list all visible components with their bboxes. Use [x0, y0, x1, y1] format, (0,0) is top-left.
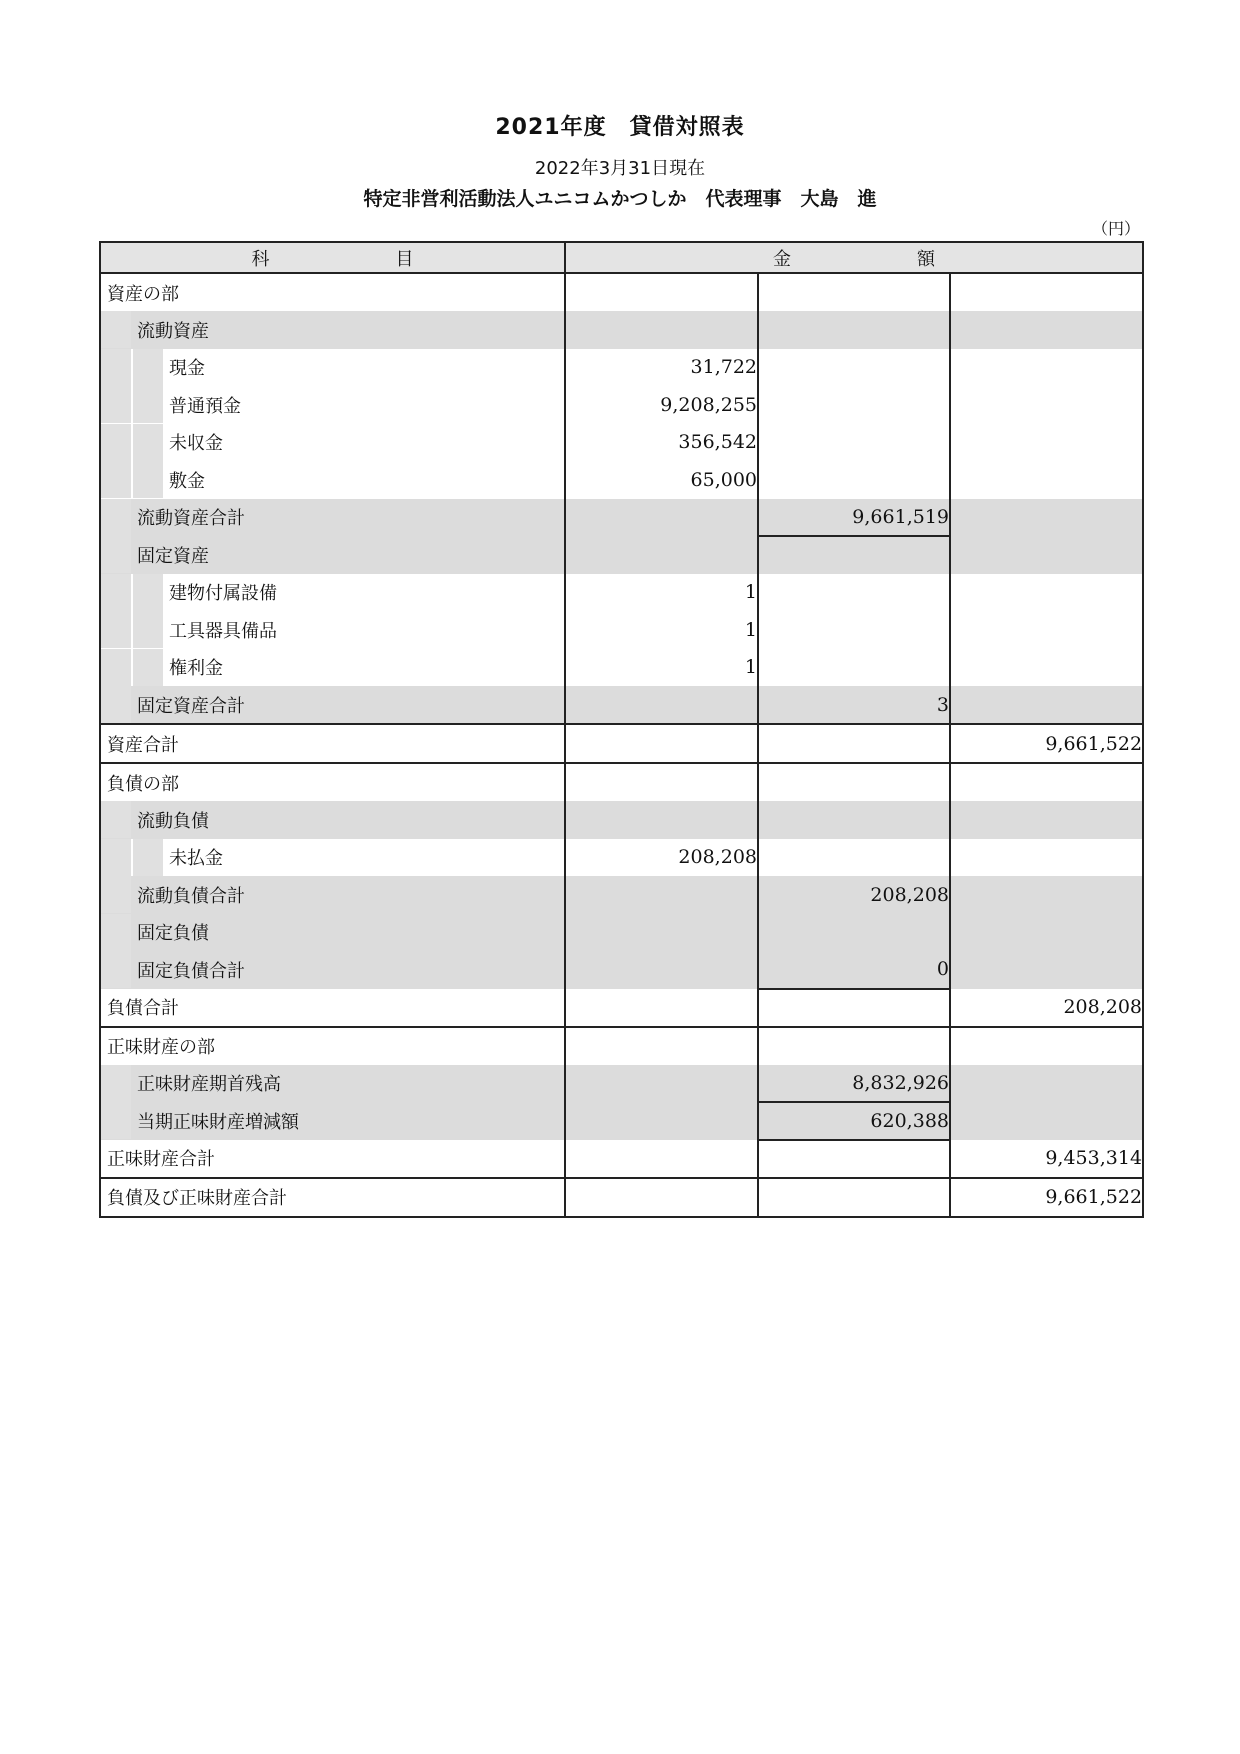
amount-col2 — [758, 1027, 950, 1065]
row-label: 固定資産 — [137, 545, 209, 567]
amount-col2 — [758, 839, 950, 877]
amount-col3 — [950, 386, 1143, 424]
amount-col1 — [565, 989, 758, 1027]
amount-col1: 9,208,255 — [565, 386, 758, 424]
organization-name: 特定非営利活動法人ユニコムかつしか 代表理事 大島 進 — [363, 188, 877, 210]
amount-col3 — [950, 611, 1143, 649]
table-row — [100, 724, 1143, 763]
amount-col3: 9,453,314 — [950, 1140, 1143, 1178]
table-row — [100, 649, 1143, 687]
row-subject — [100, 1065, 565, 1103]
amount-col3 — [950, 311, 1143, 349]
amount-col2: 9,661,519 — [758, 499, 950, 537]
amount-col1 — [565, 914, 758, 952]
amount-col3 — [950, 686, 1143, 724]
amount-col3 — [950, 536, 1143, 574]
amount-col1: 1 — [565, 611, 758, 649]
row-label: 資産の部 — [107, 283, 179, 305]
amount-col2 — [758, 461, 950, 499]
row-subject — [100, 536, 565, 574]
row-label: 流動負債合計 — [137, 885, 245, 907]
row-label: 正味財産期首残高 — [137, 1074, 281, 1096]
table-row — [100, 951, 1143, 989]
amount-col2 — [758, 611, 950, 649]
amount-col3: 208,208 — [950, 989, 1143, 1027]
amount-col3 — [950, 876, 1143, 914]
amount-col2 — [758, 574, 950, 612]
amount-col2 — [758, 649, 950, 687]
row-subject — [100, 839, 565, 877]
amount-col1 — [565, 724, 758, 763]
row-subject — [100, 574, 565, 612]
row-subject — [100, 461, 565, 499]
amount-col3 — [950, 801, 1143, 839]
amount-col2: 208,208 — [758, 876, 950, 914]
row-label: 正味財産の部 — [107, 1037, 215, 1058]
amount-col3 — [950, 574, 1143, 612]
amount-col1 — [565, 499, 758, 537]
amount-col2 — [758, 1178, 950, 1217]
amount-col2 — [758, 989, 950, 1027]
amount-col2 — [758, 386, 950, 424]
amount-col2 — [758, 763, 950, 801]
amount-col1 — [565, 686, 758, 724]
amount-col3 — [950, 914, 1143, 952]
row-subject — [100, 763, 565, 801]
row-label: 権利金 — [169, 658, 223, 680]
table-row — [100, 273, 1143, 311]
amount-col2 — [758, 424, 950, 462]
row-subject — [100, 876, 565, 914]
amount-col1 — [565, 763, 758, 801]
amount-col3 — [950, 461, 1143, 499]
table-row — [100, 876, 1143, 914]
table-row — [100, 686, 1143, 724]
table-row — [100, 536, 1143, 574]
amount-col3 — [950, 499, 1143, 537]
amount-col2 — [758, 914, 950, 952]
row-subject — [100, 424, 565, 462]
amount-col1 — [565, 1027, 758, 1065]
amount-col1 — [565, 951, 758, 989]
amount-col3 — [950, 1102, 1143, 1140]
row-subject — [100, 1102, 565, 1140]
amount-col1: 1 — [565, 574, 758, 612]
amount-col1: 65,000 — [565, 461, 758, 499]
amount-col2: 620,388 — [758, 1102, 950, 1140]
currency-unit: （円） — [1091, 219, 1140, 238]
amount-col1 — [565, 1065, 758, 1103]
amount-col1 — [565, 1102, 758, 1140]
table-row — [100, 574, 1143, 612]
row-subject — [100, 1140, 565, 1178]
amount-col1 — [565, 1140, 758, 1178]
row-subject — [100, 1178, 565, 1217]
row-label: 流動資産合計 — [137, 508, 245, 530]
row-subject — [100, 611, 565, 649]
row-label: 負債の部 — [107, 773, 179, 795]
amount-col3 — [950, 424, 1143, 462]
row-label: 負債及び正味財産合計 — [107, 1188, 287, 1209]
table-row — [100, 461, 1143, 499]
amount-col3 — [950, 763, 1143, 801]
amount-col1: 356,542 — [565, 424, 758, 462]
row-subject — [100, 386, 565, 424]
row-label: 当期正味財産増減額 — [137, 1111, 299, 1133]
table-row — [100, 1102, 1143, 1140]
row-label: 敷金 — [169, 470, 205, 492]
row-subject — [100, 951, 565, 989]
amount-col3 — [950, 349, 1143, 387]
row-label: 固定資産合計 — [137, 695, 245, 717]
balance-sheet-body — [100, 273, 1143, 1217]
table-row — [100, 1178, 1143, 1217]
row-label: 負債合計 — [107, 998, 179, 1019]
amount-col1: 208,208 — [565, 839, 758, 877]
amount-col3 — [950, 1027, 1143, 1065]
amount-col2 — [758, 1140, 950, 1178]
table-row — [100, 989, 1143, 1027]
table-row — [100, 1027, 1143, 1065]
table-row — [100, 1140, 1143, 1178]
amount-col2 — [758, 311, 950, 349]
row-label: 建物付属設備 — [169, 583, 277, 605]
header-subject: 科 目 — [100, 242, 565, 273]
header-amount: 金 額 — [565, 242, 1143, 273]
amount-col1 — [565, 1178, 758, 1217]
row-label: 流動資産 — [137, 320, 209, 342]
amount-col1 — [565, 801, 758, 839]
report-date: 2022年3月31日現在 — [534, 158, 706, 179]
row-label: 固定負債合計 — [137, 960, 245, 982]
table-row — [100, 311, 1143, 349]
amount-col1: 31,722 — [565, 349, 758, 387]
row-subject — [100, 273, 565, 311]
amount-col2: 0 — [758, 951, 950, 989]
amount-col2 — [758, 349, 950, 387]
row-subject — [100, 724, 565, 763]
row-subject — [100, 1027, 565, 1065]
row-subject — [100, 989, 565, 1027]
row-subject — [100, 649, 565, 687]
amount-col1 — [565, 311, 758, 349]
amount-col2 — [758, 801, 950, 839]
amount-col3 — [950, 951, 1143, 989]
table-row — [100, 763, 1143, 801]
amount-col1: 1 — [565, 649, 758, 687]
amount-col1 — [565, 273, 758, 311]
amount-col3 — [950, 273, 1143, 311]
table-row — [100, 386, 1143, 424]
row-subject — [100, 914, 565, 952]
row-label: 資産合計 — [107, 734, 179, 756]
table-row — [100, 1065, 1143, 1103]
amount-col2 — [758, 536, 950, 574]
row-subject — [100, 801, 565, 839]
row-subject — [100, 686, 565, 724]
amount-col3: 9,661,522 — [950, 1178, 1143, 1217]
amount-col3 — [950, 839, 1143, 877]
table-row — [100, 424, 1143, 462]
page-title: 2021年度 貸借対照表 — [495, 115, 745, 140]
amount-col2: 3 — [758, 686, 950, 724]
row-label: 未収金 — [169, 433, 223, 455]
amount-col3 — [950, 1065, 1143, 1103]
row-label: 普通預金 — [169, 395, 241, 417]
table-header-row — [100, 242, 1143, 273]
row-label: 流動負債 — [137, 810, 209, 832]
table-row — [100, 349, 1143, 387]
row-subject — [100, 499, 565, 537]
amount-col2 — [758, 273, 950, 311]
table-row — [100, 914, 1143, 952]
amount-col3 — [950, 649, 1143, 687]
amount-col1 — [565, 876, 758, 914]
row-label: 現金 — [169, 358, 205, 380]
amount-col1 — [565, 536, 758, 574]
table-row — [100, 499, 1143, 537]
row-label: 未払金 — [169, 848, 223, 870]
table-row — [100, 839, 1143, 877]
row-label: 工具器具備品 — [169, 620, 277, 642]
amount-col2 — [758, 724, 950, 763]
row-subject — [100, 311, 565, 349]
balance-sheet-table — [99, 241, 1144, 1218]
amount-col2: 8,832,926 — [758, 1065, 950, 1103]
row-subject — [100, 349, 565, 387]
row-label: 固定負債 — [137, 923, 209, 945]
amount-col3: 9,661,522 — [950, 724, 1143, 763]
table-row — [100, 611, 1143, 649]
table-row — [100, 801, 1143, 839]
row-label: 正味財産合計 — [107, 1149, 215, 1170]
